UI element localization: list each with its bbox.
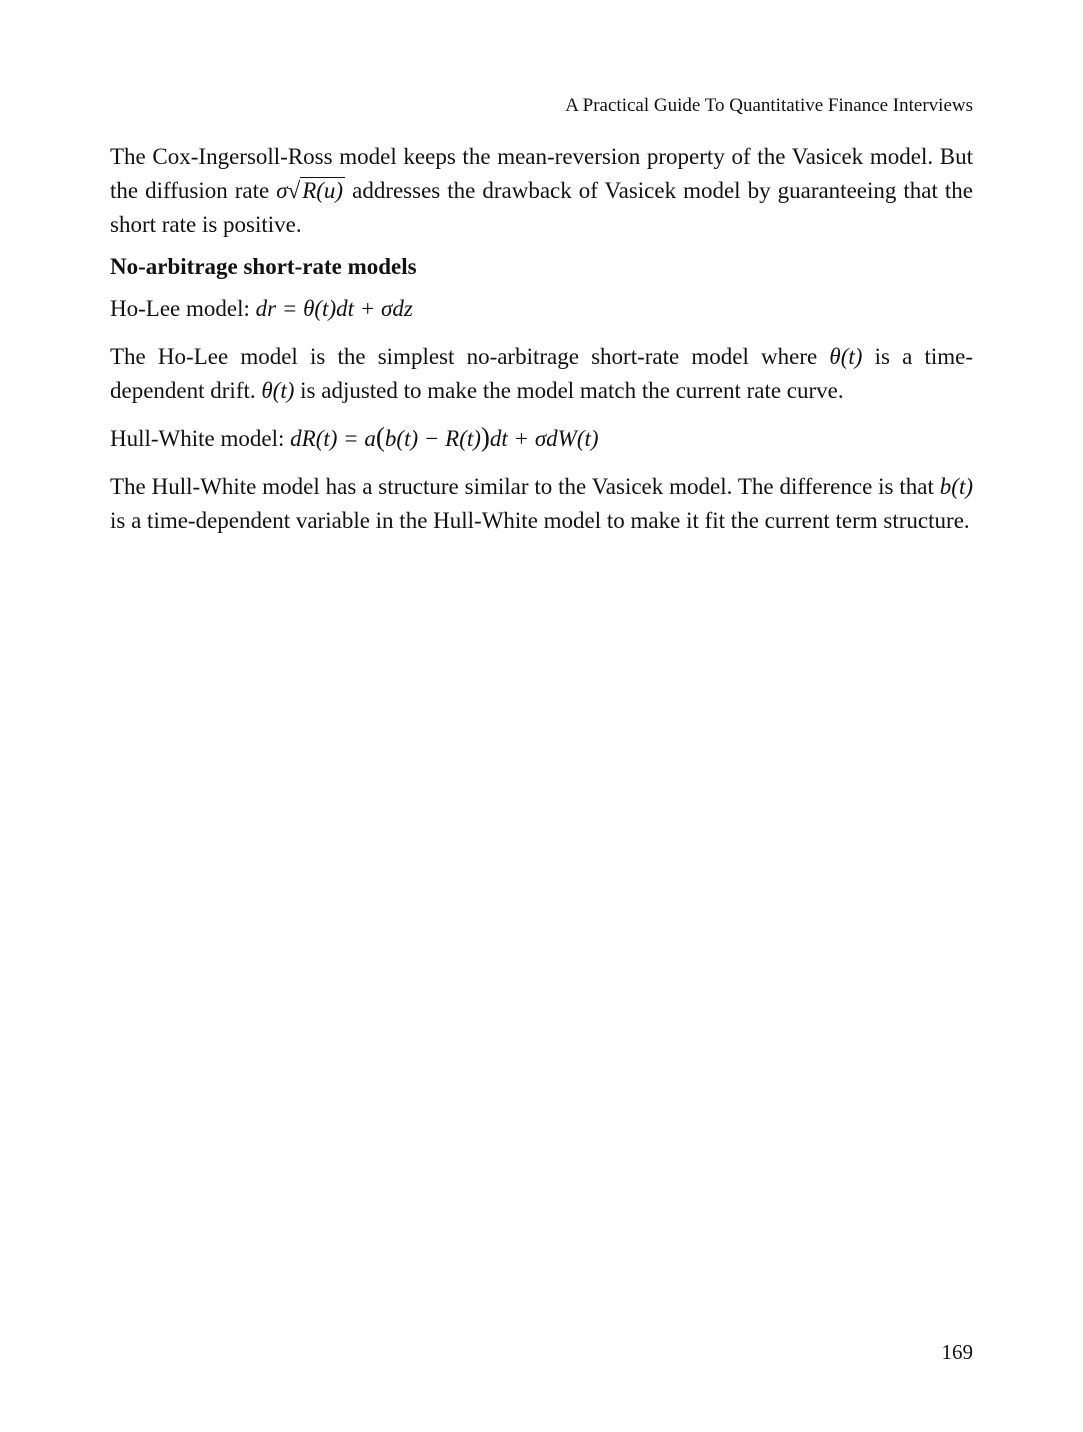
- theta-t-symbol-2: θ(t): [261, 378, 295, 403]
- cir-line-2-after: addresses the drawback of Vasicek model by guaranteeing that the short rate is positive.: [110, 178, 973, 237]
- hull-white-label: Hull-White model:: [110, 426, 285, 451]
- sigma-symbol: σ: [276, 178, 288, 203]
- ho-lee-desc-part-1: The Ho-Lee model is the simplest no-arbitrage short-rate model where: [110, 344, 818, 369]
- ho-lee-desc-part-3: is adjusted to make the model match the current rate curve.: [300, 378, 844, 403]
- cir-diffusion-formula: [276, 178, 345, 203]
- hull-white-formula-inner: b(t) − R(t): [384, 426, 481, 451]
- page-number: 169: [941, 1340, 973, 1364]
- right-paren-icon: ): [480, 422, 490, 452]
- hull-white-formula: [290, 422, 599, 452]
- ho-lee-label: Ho-Lee model:: [110, 296, 250, 321]
- hull-white-formula-left: dR(t) = a: [290, 426, 376, 451]
- hull-white-desc-part-2: is a time-dependent variable in the Hull-White model to make it fit the current term structure.: [110, 508, 970, 533]
- hull-white-formula-right: dt + σdW(t): [489, 426, 599, 451]
- page-body: [110, 140, 973, 546]
- left-paren-icon: (: [375, 422, 385, 452]
- running-header: A Practical Guide To Quantitative Finance Interviews: [565, 95, 973, 116]
- sqrt-expression: [288, 174, 346, 208]
- sqrt-sign-icon: √: [287, 178, 301, 203]
- sqrt-argument: R(u): [302, 178, 344, 203]
- cir-paragraph: [110, 140, 973, 242]
- cir-line-1: The Cox-Ingersoll-Ross model keeps the mean-reversion property of the Vasicek model.: [110, 144, 934, 169]
- theta-t-symbol: θ(t): [829, 344, 863, 369]
- ho-lee-description: [110, 340, 973, 408]
- b-t-symbol: b(t): [939, 474, 973, 499]
- ho-lee-model-line: [110, 292, 973, 326]
- hull-white-desc-part-1: The Hull-White model has a structure similar to the Vasicek model. The difference is that: [110, 474, 934, 499]
- hull-white-model-line: [110, 422, 973, 456]
- ho-lee-formula: dr = θ(t)dt + σdz: [255, 296, 413, 321]
- section-heading: No-arbitrage short-rate models: [110, 254, 417, 279]
- hull-white-description: [110, 470, 973, 538]
- ho-lee-desc-part-2: is a time-dependent drift.: [110, 344, 974, 403]
- cir-line-2-before: But the diffusion rate: [110, 144, 973, 203]
